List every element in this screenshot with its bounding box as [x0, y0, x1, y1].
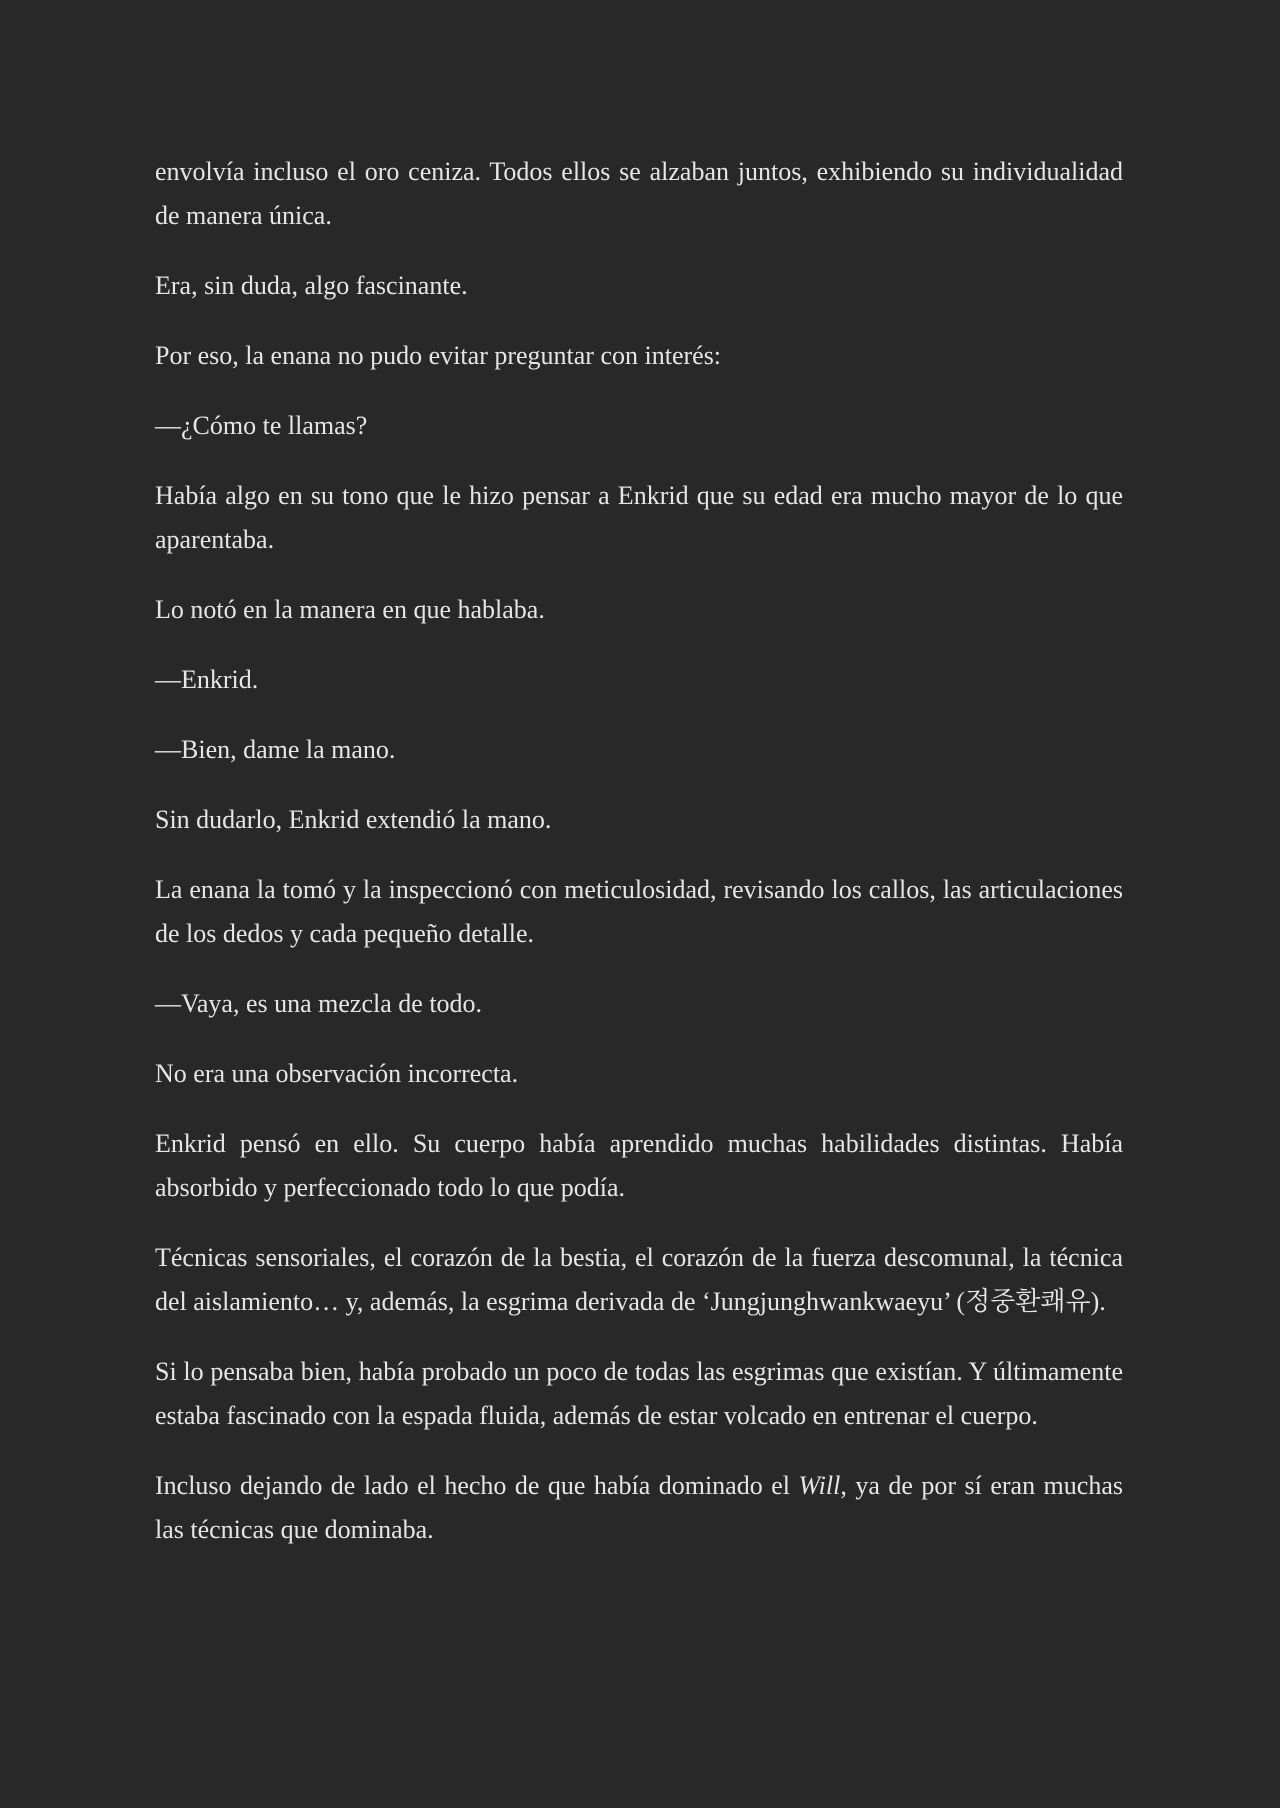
paragraph-text: , ya de por sí eran muchas las técnicas que dominaba.	[155, 1471, 1123, 1544]
dialogue-line: —Enkrid.	[155, 665, 259, 694]
paragraph: Por eso, la enana no pudo evitar preguntar con interés:	[155, 341, 722, 370]
emphasized-term: Will	[798, 1471, 841, 1500]
chapter-text	[155, 150, 1123, 1578]
paragraph: Lo notó en la manera en que hablaba.	[155, 595, 545, 624]
paragraph: Era, sin duda, algo fascinante.	[155, 271, 468, 300]
paragraph: Si lo pensaba bien, había probado un poco de todas las esgrimas que existían. Y últimamente estaba fascinado con la espada fluida, además de estar volcado en entrenar el cuerpo.	[155, 1357, 1123, 1430]
paragraph	[155, 1464, 1123, 1552]
paragraph-text: Incluso dejando de lado el hecho de que había dominado el	[155, 1471, 799, 1500]
paragraph: envolvía incluso el oro ceniza. Todos ellos se alzaban juntos, exhibiendo su individualidad de manera única.	[155, 157, 1123, 230]
paragraph: Había algo en su tono que le hizo pensar a Enkrid que su edad era mucho mayor de lo que aparentaba.	[155, 481, 1123, 554]
paragraph: Enkrid pensó en ello. Su cuerpo había aprendido muchas habilidades distintas. Había absorbido y perfeccionado todo lo que podía.	[155, 1129, 1123, 1202]
paragraph: Técnicas sensoriales, el corazón de la bestia, el corazón de la fuerza descomunal, la técnica del aislamiento… y, además, la esgrima derivada de ‘Jungjunghwankwaeyu’ (정중환쾌유).	[155, 1243, 1123, 1316]
paragraph: No era una observación incorrecta.	[155, 1059, 519, 1088]
paragraph: Sin dudarlo, Enkrid extendió la mano.	[155, 805, 552, 834]
paragraph: La enana la tomó y la inspeccionó con meticulosidad, revisando los callos, las articulaciones de los dedos y cada pequeño detalle.	[155, 875, 1123, 948]
dialogue-line: —Bien, dame la mano.	[155, 735, 396, 764]
dialogue-line: —Vaya, es una mezcla de todo.	[155, 989, 483, 1018]
dialogue-line: —¿Cómo te llamas?	[155, 411, 368, 440]
